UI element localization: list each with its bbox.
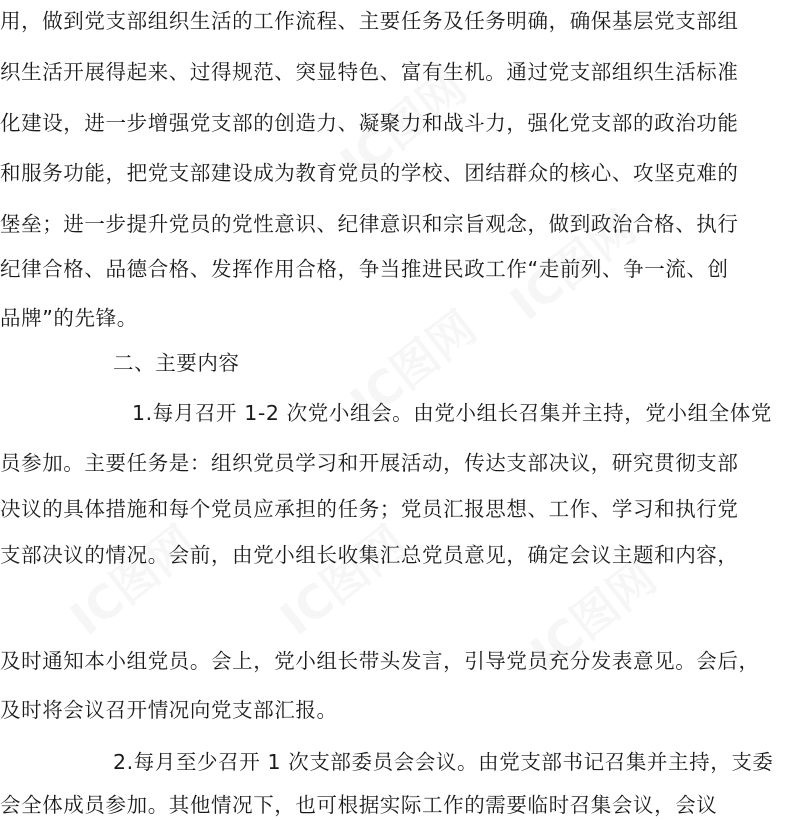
watermark-logo: IC图网 (330, 60, 477, 191)
paragraph-line: 堡垒；进一步提升党员的党性意识、纪律意识和宗旨观念，做到政治合格、执行 (0, 212, 739, 236)
list-item-line: 决议的具体措施和每个党员应承担的任务；党员汇报思想、工作、学习和执行党 (0, 497, 739, 521)
list-item-line: 1.每月召开 1-2 次党小组会。由党小组长召集并主持，党小组全体党 (132, 401, 772, 425)
watermark-logo: IC图网 (340, 300, 487, 431)
list-item-line: 及时通知本小组党员。会上，党小组长带头发言，引导党员充分发表意见。会后， (0, 649, 760, 673)
paragraph-line: 用，做到党支部组织生活的工作流程、主要任务及任务明确，确保基层党支部组 (0, 9, 739, 33)
list-item-line: 会全体成员参加。其他情况下，也可根据实际工作的需要临时召集会议，会议 (0, 793, 718, 817)
section-heading: 二、主要内容 (113, 351, 240, 375)
list-item-line: 支部决议的情况。会前，由党小组长收集汇总党员意见，确定会议主题和内容， (0, 543, 739, 567)
watermark-logo: IC图网 (500, 200, 647, 331)
watermark-logo: IC图网 (60, 515, 207, 646)
watermark-logo: IC图网 (520, 550, 667, 681)
paragraph-line: 化建设，进一步增强党支部的创造力、凝聚力和战斗力，强化党支部的政治功能 (0, 111, 739, 135)
list-item-line: 员参加。主要任务是：组织党员学习和开展活动，传达支部决议，研究贯彻支部 (0, 451, 739, 475)
paragraph-line: 织生活开展得起来、过得规范、突显特色、富有生机。通过党支部组织生活标准 (0, 60, 739, 84)
watermark-logo: IC图网 (270, 515, 417, 646)
paragraph-line: 纪律合格、品德合格、发挥作用合格，争当推进民政工作“走前列、争一流、创 (0, 257, 729, 281)
list-item-line: 及时将会议召开情况向党支部汇报。 (0, 698, 338, 722)
paragraph-line: 和服务功能，把党支部建设成为教育党员的学校、团结群众的核心、攻坚克难的 (0, 161, 739, 185)
list-item-line: 2.每月至少召开 1 次支部委员会会议。由党支部书记召集并主持，支委 (113, 750, 774, 774)
paragraph-line: 品牌”的先锋。 (0, 306, 138, 330)
